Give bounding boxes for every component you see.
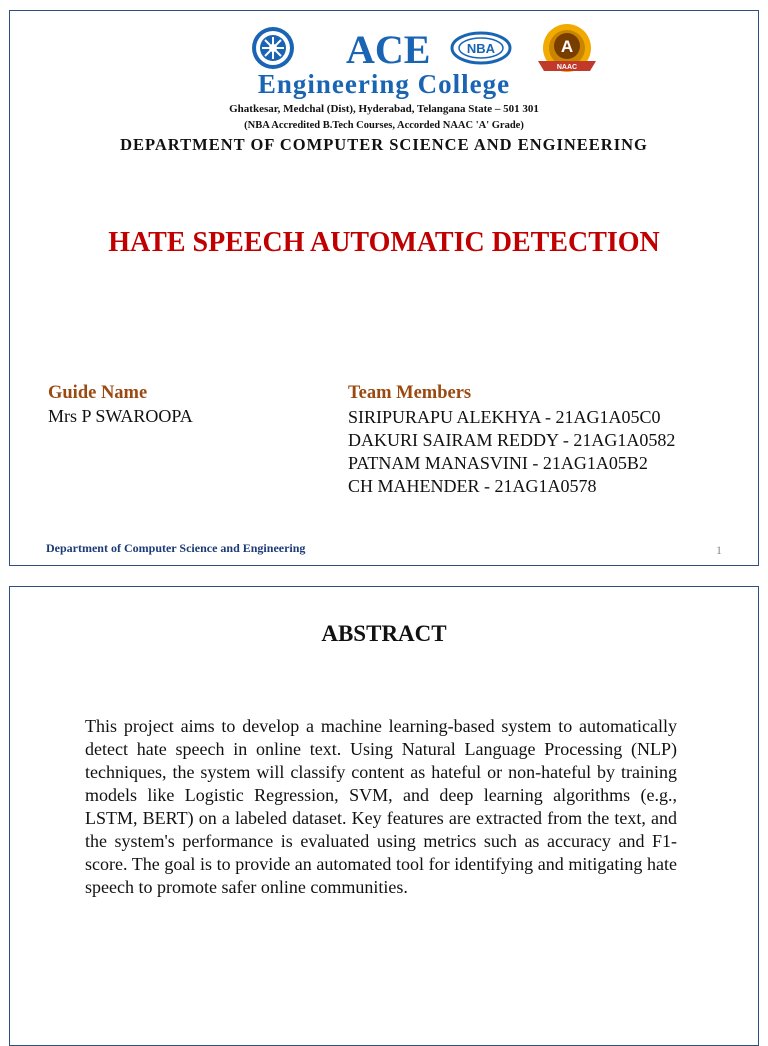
team-member-list: [348, 406, 675, 498]
abstract-title: ABSTRACT: [321, 621, 447, 646]
title-slide: [9, 10, 759, 566]
college-address: Ghatkesar, Medchal (Dist), Hyderabad, Telangana State – 501 301: [229, 103, 539, 115]
project-title: HATE SPEECH AUTOMATIC DETECTION: [108, 227, 660, 258]
team-member: DAKURI SAIRAM REDDY - 21AG1A0582: [348, 430, 676, 450]
guide-heading: Guide Name: [48, 383, 148, 403]
team-member: CH MAHENDER - 21AG1A0578: [348, 476, 597, 496]
guide-name: Mrs P SWAROOPA: [48, 406, 193, 426]
department-heading: DEPARTMENT OF COMPUTER SCIENCE AND ENGINEERING: [120, 135, 648, 154]
team-heading: Team Members: [348, 383, 472, 403]
college-header: [10, 11, 758, 161]
abstract-body: This project aims to develop a machine learning-based system to automatically detect hate speech in online text. Using Natural Language Processing (NLP) techniques, the system will classify content as hateful or non-hateful by training models like Logistic Regression, SVM, and deep learning algorithms (e.g., LSTM, BERT) on a labeled dataset. Key features are extracted from the text, and the system's performance is evaluated using metrics such as accuracy and F1-score. The goal is to provide an automated tool for identifying and mitigating hate speech to promote safer online communities.: [85, 716, 677, 897]
team-member: PATNAM MANASVINI - 21AG1A05B2: [348, 453, 648, 473]
page-number: 1: [716, 543, 722, 557]
college-emblem-logo: [250, 25, 296, 71]
ace-wordmark: [342, 25, 448, 69]
slide-footer: Department of Computer Science and Engineering: [46, 541, 306, 555]
svg-text:NBA: NBA: [466, 41, 496, 56]
team-member: SIRIPURAPU ALEKHYA - 21AG1A05C0: [348, 407, 661, 427]
abstract-slide: [9, 586, 759, 1046]
college-name: Engineering College: [257, 69, 511, 99]
svg-text:NAAC: NAAC: [556, 64, 578, 71]
accreditation-note: (NBA Accredited B.Tech Courses, Accorded NAAC 'A' Grade): [244, 120, 524, 131]
svg-text:A: A: [560, 37, 574, 56]
svg-text:ACE: ACE: [346, 27, 431, 69]
nba-logo: [450, 31, 512, 65]
